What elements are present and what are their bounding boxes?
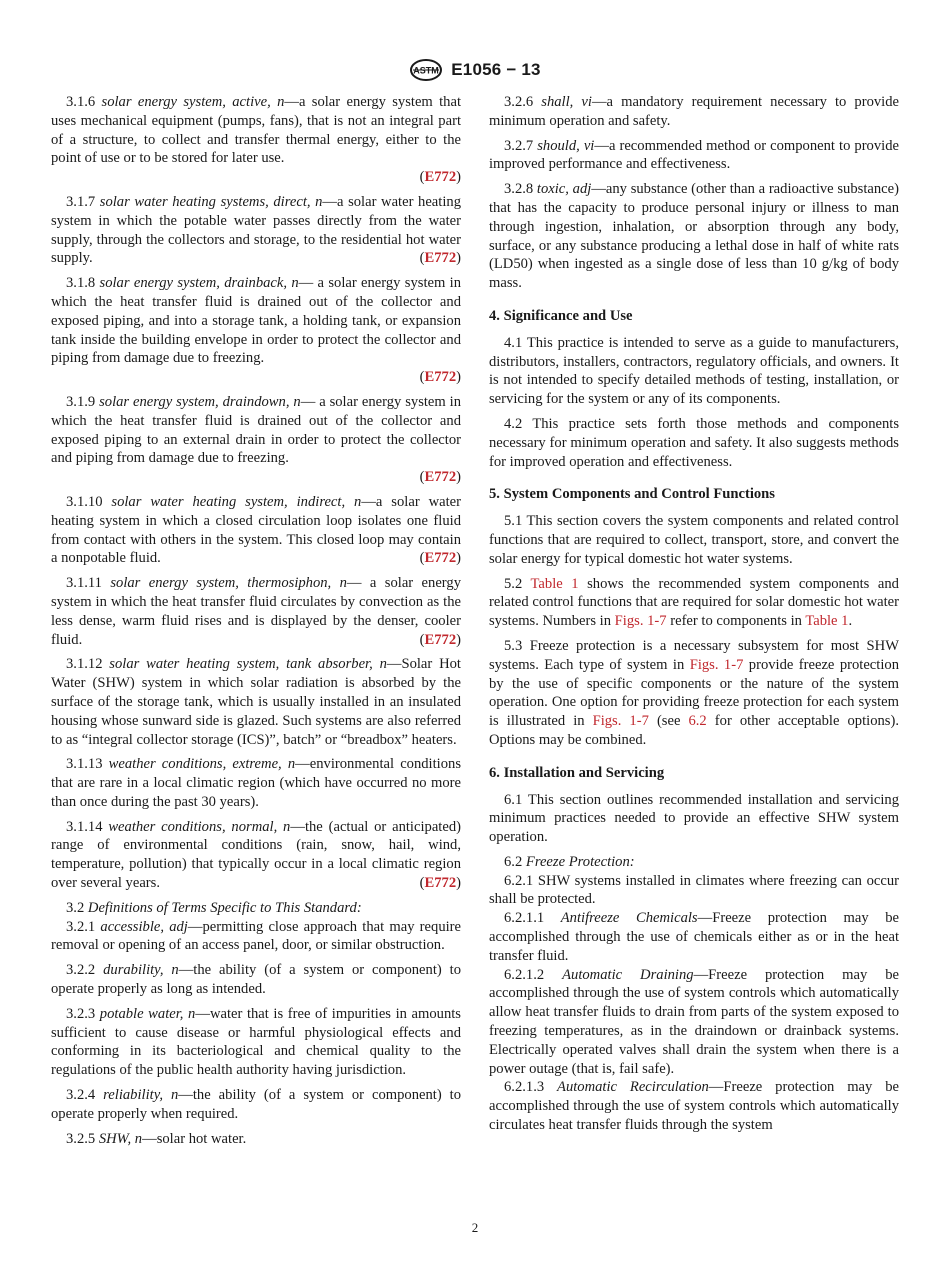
table-1-link[interactable]: Table 1 <box>530 575 579 592</box>
ref-link-e772[interactable]: E772 <box>424 550 457 567</box>
figs-link[interactable]: Figs. 1-7 <box>614 613 667 630</box>
paragraph-5-1: 5.1 This section covers the system components and related control functions that are required to collect, transport, store, and convert the solar energy for typical domestic hot water systems. <box>489 513 899 567</box>
ref-link-e772[interactable]: E772 <box>424 469 457 486</box>
definition-3-2-8: 3.2.8 toxic, adj—any substance (other than a radioactive substance) that has the capacity to produce personal injury or illness to man through ingestion, inhalation, or absorption through any body, surface, or any substance producing a lethal dose in half of white rats (LD50) when ingested as a single dose of less than 10 g/kg of body mass. <box>489 181 899 292</box>
definition-3-2-7: 3.2.7 should, vi—a recommended method or component to provide improved performance and effectiveness. <box>489 137 899 173</box>
section-6-heading: 6. Installation and Servicing <box>489 764 665 781</box>
definition-3-1-9: 3.1.9 solar energy system, draindown, n— a solar energy system in which the heat transfer fluid is drained out of the collector and exposed piping to an external drain in order to protect the collector and piping from damage due to freezing. <box>51 393 462 467</box>
page-header <box>0 56 950 84</box>
paragraph-6-2-1: 6.2.1 SHW systems installed in climates where freezing can occur shall be protected. <box>489 872 899 908</box>
figs-link[interactable]: Figs. 1-7 <box>689 656 744 673</box>
definition-3-1-7: 3.1.7 solar water heating systems, direct, n—a solar water heating system in which the potable water passes directly from the water supply, through the collectors and storage, to the residential hot water supply. (E772) <box>51 193 461 267</box>
ref-link-e772[interactable]: E772 <box>424 631 457 648</box>
paragraph-6-2-1-2: 6.2.1.2 Automatic Draining—Freeze protection may be accomplished through the use of system controls which automatically allow heat transfer fluids to drain from parts of the system exposed to freezing temperatures, as in the draindown or drainback systems. Electrically operated valves shall drain the system when there is a power outage (that is, fail safe). <box>489 966 899 1077</box>
figs-link[interactable]: Figs. 1-7 <box>592 713 649 730</box>
page-number: 2 <box>471 1220 479 1235</box>
definition-3-1-8: 3.1.8 solar energy system, drainback, n— a solar energy system in which the heat transfer fluid is drained out of the collector and exposed piping, and into a storage tank, a holding tank, or expansion tank inside the building envelope in order to protect the collector and piping from damage due to freezing. <box>51 275 461 367</box>
paragraph-5-2: 5.2 Table 1 shows the recommended system components and related control functions that are required for solar domestic hot water systems. Numbers in Figs. 1-7 refer to components in Table 1. <box>489 575 899 630</box>
definition-3-1-10: 3.1.10 solar water heating system, indirect, n—a solar water heating system in which a closed circulation loop isolates one fluid from contact with others in the system. This closed loop may contain a nonpotable fluid. (E772) <box>51 493 461 567</box>
paragraph-6-1: 6.1 This section outlines recommended installation and servicing minimum practices needed to provide an effective SHW system operation. <box>489 791 899 846</box>
svg-text:ASTM: ASTM <box>413 65 440 76</box>
ref-link-e772[interactable]: E772 <box>424 875 457 892</box>
paragraph-6-2: 6.2 Freeze Protection: <box>504 853 635 870</box>
right-column <box>489 93 899 1135</box>
definition-3-2-1: 3.2.1 accessible, adj—permitting close approach that may require removal or opening of an access panel, door, or similar obstruction. <box>51 918 462 954</box>
left-column: 3.1.6 solar energy system, active, n—a solar energy system that uses mechanical equipment (pumps, fans), that is not an integral part of a structure, to collect and transfer thermal energy, either to the point of use or to be stored for later use. (E772) 3.1.7 solar water heating systems, direct, n—a solar water heating system in which the potable water passes directly from the water supply, through the collectors and storage, to the residential hot water supply. (E772) 3.1.8 solar energy system, drainback, n— a solar energy system in which the heat transfer fluid is drained out of the collector and exposed piping, and into a storage tank, a holding tank, or expansion tank inside the building envelope in order to protect the collector and piping from damage due to freezing. (E772) 3.1.9 solar energy system, draindown, n— a solar energy system in which the heat transfer fluid is drained out of the collector and exposed piping to an external drain in order to protect the collector and piping from damage due to freezing. (E772) 3.1.10 solar water heating system, indirect, n—a solar water heating system in which a closed circulation loop isolates one fluid from contact with others in the system. This closed loop may contain a nonpotable fluid. (E772) 3.1.11 solar energy system, thermosiphon, n— a solar energy system in which the heat transfer fluid circulates by convection as the less dense, warm fluid rises and is displayed by the denser, cooler fluid. (E772) 3.1.12 solar water heating system, tank absorber, n—Solar Hot Water (SHW) system in which solar radiation is absorbed by the surface of the storage tank, which is usually installed in an insulated housing whose sunward side is glazed. Such systems are also referred to as “integral collector storage (ICS)”, batch” or “breadbox” heaters. 3.1.13 weather conditions, extreme, n—environmental conditions that are rare in a local climatic region (which have occurred no more than once during the past 30 years). 3.1.14 weather conditions, normal, n—the (actual or anticipated) range of environmental conditions (rain, snow, hail, wind, temperature, pollution) that typically occur in a local climatic region over several years. (E772) 3.2 Definitions of Terms Specific to This Standard: 3.2.1 accessible, adj—permitting close approach that may require removal or opening of an access panel, door, or similar obstruction. 3.2.2 durability, n—the ability (of a system or component) to operate properly as long as intended. 3.2.3 potable water, n—water that is free of impurities in amounts sufficient to cause disease or harmful physiological effects and conforming in its bacteriological and chemical quality to the regulations of the public health authority having jurisdiction. 3.2.4 reliability, n—the ability (of a system or component) to operate properly when required. 3.2.5 SHW, n—solar hot water. <box>51 94 462 1147</box>
document-designation: E1056 − 13 <box>451 60 541 79</box>
astm-logo-icon <box>409 58 443 82</box>
section-6-2-link[interactable]: 6.2 <box>688 713 707 730</box>
definition-3-2-6: 3.2.6 shall, vi—a mandatory requirement necessary to provide minimum operation and safety. <box>489 94 899 129</box>
definition-3-1-14: 3.1.14 weather conditions, normal, n—the (actual or anticipated) range of environmental conditions (rain, snow, hail, wind, temperature, pollution) that typically occur in a local climatic region over several years. (E772) <box>51 818 461 892</box>
definition-3-1-11: 3.1.11 solar energy system, thermosiphon, n— a solar energy system in which the heat transfer fluid circulates by convection as the less dense, warm fluid rises and is displayed by the denser, cooler fluid. (E772) <box>51 575 461 648</box>
definition-3-1-6: 3.1.6 solar energy system, active, n—a solar energy system that uses mechanical equipment (pumps, fans), that is not an integral part of a structure, to collect and transfer thermal energy, either to the point of use or to be stored for later use. <box>51 94 462 167</box>
paragraph-4-2: 4.2 This practice sets forth those methods and components necessary for minimum operation and safety. It also suggests methods for improved operation and effectiveness. <box>489 415 899 470</box>
definition-3-1-12: 3.1.12 solar water heating system, tank absorber, n—Solar Hot Water (SHW) system in which solar radiation is absorbed by the surface of the storage tank, which is usually installed in an insulated housing whose sunward side is glazed. Such systems are also referred to as “integral collector storage (ICS)”, batch” or “breadbox” heaters. <box>51 656 461 748</box>
definition-3-2-3: 3.2.3 potable water, n—water that is free of impurities in amounts sufficient to cause disease or harmful physiological effects and conforming in its bacteriological and chemical quality to the regulations of the public health authority having jurisdiction. <box>51 1005 461 1079</box>
section-5-heading: 5. System Components and Control Functions <box>489 486 775 503</box>
section-3-2-heading: 3.2 Definitions of Terms Specific to This Standard: <box>66 899 362 916</box>
definition-3-2-2: 3.2.2 durability, n—the ability (of a system or component) to operate properly as long as intended. <box>51 962 461 998</box>
ref-link-e772[interactable]: E772 <box>424 369 457 386</box>
ref-link-e772[interactable]: E772 <box>424 250 457 267</box>
definition-3-2-4: 3.2.4 reliability, n—the ability (of a system or component) to operate properly when required. <box>51 1087 461 1122</box>
paragraph-4-1: 4.1 This practice is intended to serve as a guide to manufacturers, distributors, installers, contractors, regulatory officials, and owners. It is not intended to specify detailed methods of testing, installation, or servicing for the system or any of its components. <box>489 334 899 408</box>
paragraph-6-2-1-1: 6.2.1.1 Antifreeze Chemicals—Freeze protection may be accomplished through the use of chemicals either as or in the heat transfer fluid. <box>489 910 900 964</box>
table-1-link[interactable]: Table 1 <box>805 613 849 630</box>
paragraph-6-2-1-3: 6.2.1.3 Automatic Recirculation—Freeze protection may be accomplished through the use of system controls which automatically circulates heat transfer fluids through the system <box>489 1079 899 1134</box>
definition-3-1-13: 3.1.13 weather conditions, extreme, n—environmental conditions that are rare in a local climatic region (which have occurred no more than once during the past 30 years). <box>51 756 461 810</box>
section-4-heading: 4. Significance and Use <box>489 307 633 324</box>
ref-link-e772[interactable]: E772 <box>424 169 457 186</box>
paragraph-5-3: 5.3 Freeze protection is a necessary subsystem for most SHW systems. Each type of system in Figs. 1-7 provide freeze protection by the use of specific components or the nature of the system operation. One option for providing freeze protection for each system is illustrated in Figs. 1-7 (see 6.2 for other acceptable options). Options may be combined. <box>489 637 899 748</box>
definition-3-2-5: 3.2.5 SHW, n—solar hot water. <box>66 1130 247 1147</box>
